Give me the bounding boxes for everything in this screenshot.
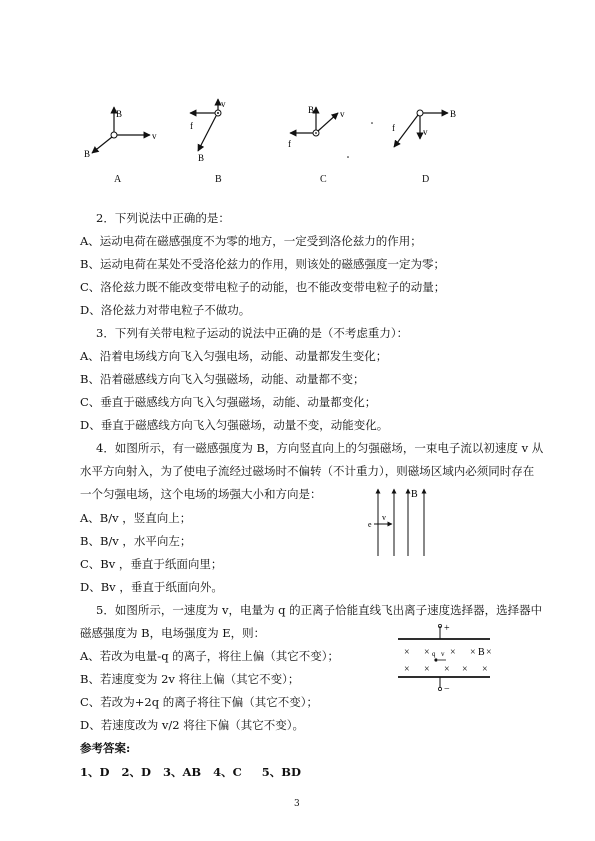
q5-option-d: D、若速度改为 v/2 将往下偏（其它不变）。 xyxy=(80,718,304,732)
figure-d-left-label: f xyxy=(392,123,395,133)
figure-label-b: B xyxy=(215,174,222,185)
figure-a-downleft-label: B xyxy=(84,149,91,159)
q4-velocity-label: v xyxy=(382,513,386,522)
figure-c-left-label: f xyxy=(288,139,291,149)
q4-option-d: D、Bv ，垂直于纸面向外。 xyxy=(80,580,223,594)
q5-option-c: C、若改为+2q 的离子将往下偏（其它不变）； xyxy=(80,695,319,709)
figure-a-right-label: v xyxy=(152,131,157,141)
q5-cross: × xyxy=(404,664,410,675)
q2-option-d: D、洛伦兹力对带电粒子不做功。 xyxy=(80,303,251,317)
figure-a xyxy=(84,107,157,159)
q5-cross: × xyxy=(462,664,468,675)
vector-diagrams xyxy=(70,95,470,170)
q5-cross: × xyxy=(450,647,456,658)
figure-b xyxy=(190,99,226,163)
q5-cross: × xyxy=(470,647,476,658)
q5-cross: × xyxy=(482,664,488,675)
figure-a-up-label: B xyxy=(116,109,123,119)
page-number: 3 xyxy=(294,799,300,809)
q4-field-label: B xyxy=(411,489,418,500)
figure-b-downleft-label: B xyxy=(198,153,205,163)
figure-d-down-label: v xyxy=(423,127,428,137)
q5-cross: × xyxy=(444,664,450,675)
q5-charge-label: q xyxy=(432,650,436,658)
q4-stem-line-2: 水平方向射入，为了使电子流经过磁场时不偏转（不计重力），则磁场区域内必须同时存在 xyxy=(80,464,535,478)
q5-stem-line-2: 磁感强度为 B，电场强度为 E，则： xyxy=(80,626,266,640)
q5-cross: × xyxy=(404,647,410,658)
q5-minus-terminal: − xyxy=(444,684,450,694)
q5-cross: × xyxy=(424,664,430,675)
q5-plus-terminal: + xyxy=(444,623,450,634)
q2-option-c: C、洛伦兹力既不能改变带电粒子的动能，也不能改变带电粒子的动量； xyxy=(80,280,446,294)
answers-heading: 参考答案: xyxy=(80,741,131,755)
q3-option-b: B、沿着磁感线方向飞入匀强磁场，动能、动量都不变； xyxy=(80,372,365,386)
q3-option-c: C、垂直于磁感线方向飞入匀强磁场，动能、动量都变化； xyxy=(80,395,377,409)
q4-stem-line-3: 一个匀强电场，这个电场的场强大小和方向是： xyxy=(80,487,322,501)
figure-label-c: C xyxy=(320,174,327,185)
q5-field-label: B xyxy=(478,647,485,658)
q5-velocity-selector-figure xyxy=(394,622,494,694)
q3-stem: 3．下列有关带电粒子运动的说法中正确的是（不考虑重力）： xyxy=(96,326,409,340)
q2-option-b: B、运动电荷在某处不受洛伦兹力的作用，则该处的磁感强度一定为零； xyxy=(80,257,445,271)
figure-label-d: D xyxy=(422,174,430,185)
figure-d xyxy=(371,109,456,147)
q4-electron-label: e xyxy=(368,520,372,529)
q2-option-a: A、运动电荷在磁感强度不为零的地方，一定受到洛伦兹力的作用； xyxy=(80,234,422,248)
answers-text: 1、D 2、D 3、AB 4、C 5、BD xyxy=(80,765,301,779)
figure-c-upright-label: v xyxy=(340,109,345,119)
figure-b-up-label: v xyxy=(221,99,226,109)
q5-velocity-label: v xyxy=(441,650,445,658)
q4-field-figure xyxy=(368,486,438,558)
figure-b-left-label: f xyxy=(190,121,193,131)
q2-stem: 2．下列说法中正确的是： xyxy=(96,211,230,225)
q3-option-d: D、垂直于磁感线方向飞入匀强磁场，动量不变，动能变化。 xyxy=(80,418,389,432)
q5-cross: × xyxy=(486,647,492,658)
figure-c xyxy=(288,105,349,158)
figure-c-up-label: B xyxy=(308,105,315,115)
q5-option-a: A、若改为电量-q 的离子，将往上偏（其它不变）； xyxy=(80,649,339,663)
q4-stem-line-1: 4．如图所示，有一磁感强度为 B，方向竖直向上的匀强磁场，一束电子流以初速度 v 从 xyxy=(96,441,544,455)
q5-option-b: B、若速度变为 2v 将往上偏（其它不变）； xyxy=(80,672,300,686)
q4-option-a: A、B/v ，竖直向上； xyxy=(80,511,192,525)
q5-cross: × xyxy=(424,647,430,658)
figure-d-right-label: B xyxy=(450,109,457,119)
q4-option-c: C、Bv ，垂直于纸面向里； xyxy=(80,557,223,571)
q4-option-b: B、B/v ，水平向左； xyxy=(80,534,192,548)
q5-stem-line-1: 5．如图所示，一速度为 v，电量为 q 的正离子恰能直线飞出离子速度选择器，选择器中 xyxy=(96,603,543,617)
q3-option-a: A、沿着电场线方向飞入匀强电场，动能、动量都发生变化； xyxy=(80,349,388,363)
figure-label-a: A xyxy=(114,174,122,185)
